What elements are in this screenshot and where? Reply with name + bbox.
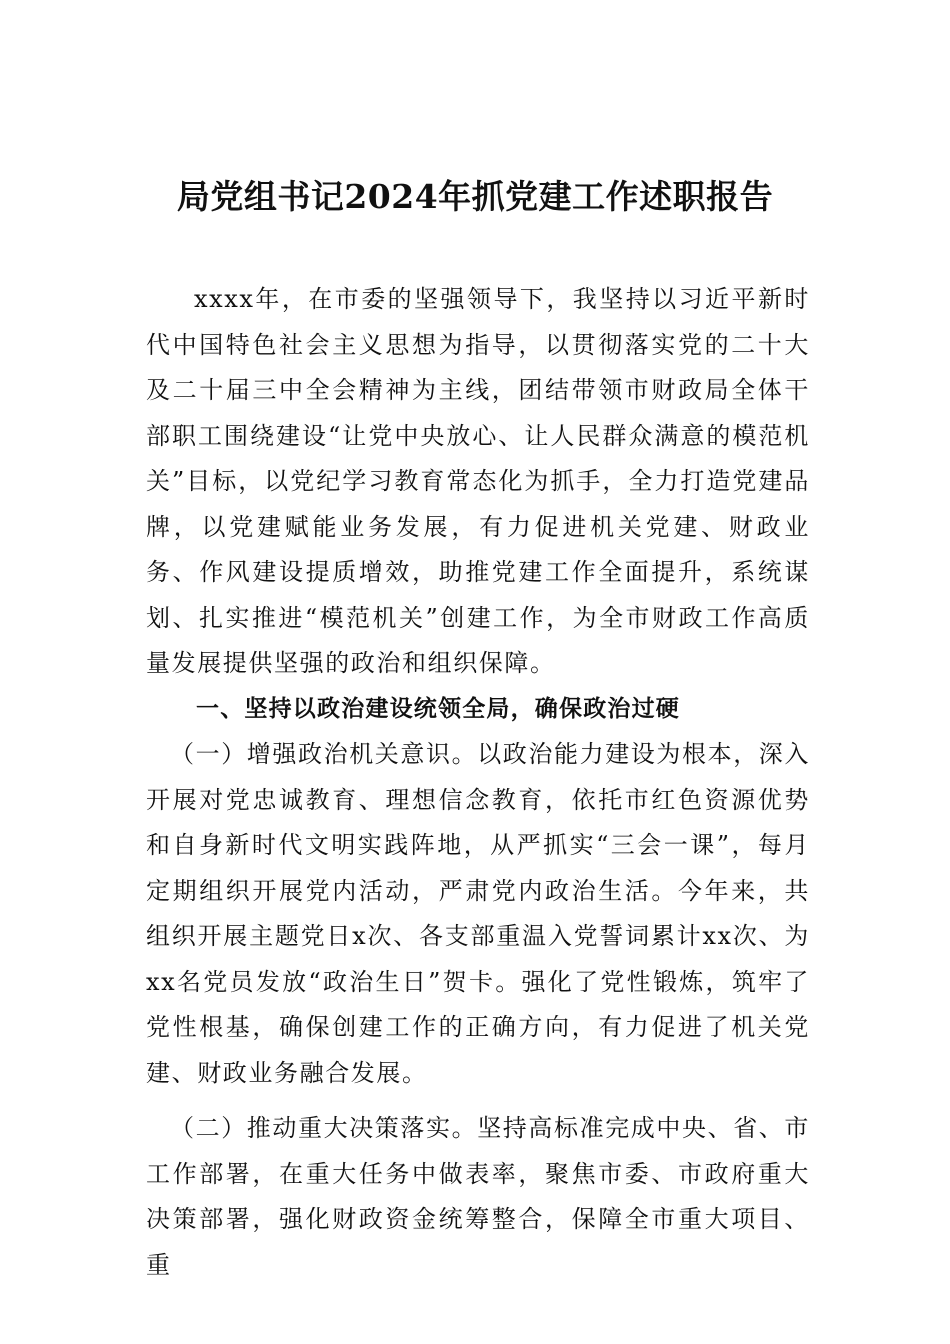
subsection-paragraph-1: （一）增强政治机关意识。以政治能力建设为根本，深入开展对党忠诚教育、理想信念教育，依托市红色资源优势和自身新时代文明实践阵地，从严抓实“三会一课”，每月定期组织开展党内活动，严肃党内政治生活。今年来，共组织开展主题党日x次、各支部重温入党誓词累计xx次、为xx名党员发放“政治生日”贺卡。强化了党性锻炼，筑牢了党性根基，确保创建工作的正确方向，有力促进了机关党建、财政业务融合发展。 <box>146 740 810 1087</box>
document-body <box>146 277 810 1288</box>
subsection-paragraph-2: （二）推动重大决策落实。坚持高标准完成中央、省、市工作部署，在重大任务中做表率，聚焦市委、市政府重大决策部署，强化财政资金统筹整合，保障全市重大项目、重 <box>146 1114 810 1279</box>
intro-paragraph: xxxx年，在市委的坚强领导下，我坚持以习近平新时代中国特色社会主义思想为指导，以贯彻落实党的二十大及二十届三中全会精神为主线，团结带领市财政局全体干部职工围绕建设“让党中央放心、让人民群众满意的模范机关”目标，以党纪学习教育常态化为抓手，全力打造党建品牌，以党建赋能业务发展，有力促进机关党建、财政业务、作风建设提质增效，助推党建工作全面提升，系统谋划、扎实推进“模范机关”创建工作，为全市财政工作高质量发展提供坚强的政治和组织保障。 <box>146 285 810 677</box>
section-heading: 一、坚持以政治建设统领全局，确保政治过硬 <box>196 695 680 722</box>
document-title: 局党组书记2024年抓党建工作述职报告 <box>176 177 774 216</box>
